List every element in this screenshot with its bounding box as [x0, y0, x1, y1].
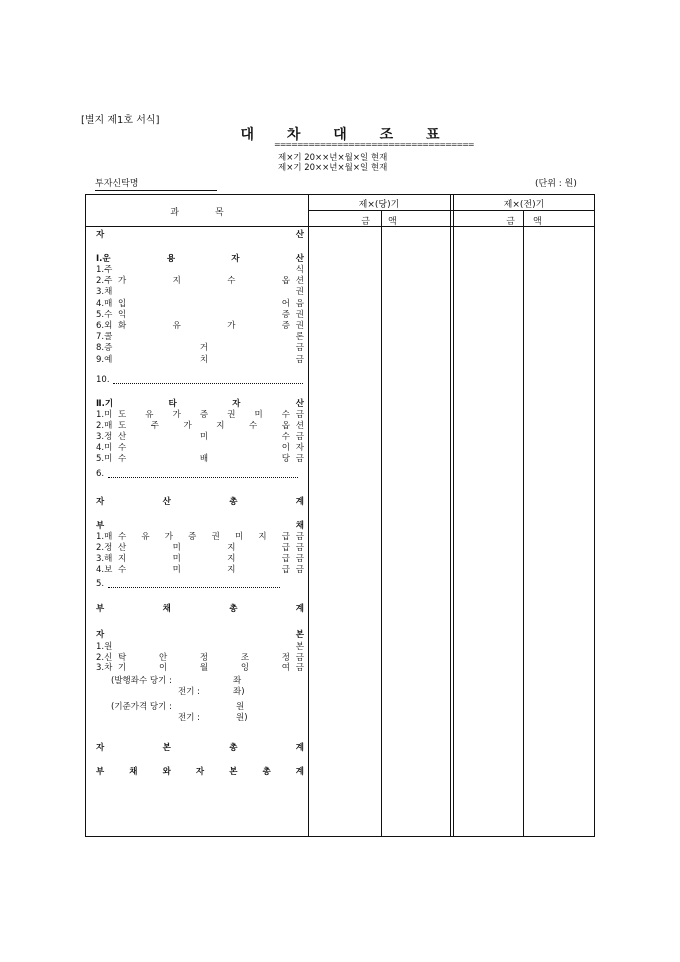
- other-asset-row-5-char-0: 수: [118, 454, 127, 464]
- liability-row-2-number: 2.정: [96, 543, 113, 553]
- liabilities-and-equity-total-part-6: 계: [295, 767, 304, 777]
- current-asset-row-10: [96, 376, 304, 385]
- other-asset-row-1-char-5: 미: [254, 410, 263, 420]
- other-asset-row-6-number: 6.: [96, 469, 105, 479]
- current-asset-row-4-number: 4.매: [96, 298, 113, 309]
- other-assets-heading-part-1: 타: [168, 399, 177, 409]
- liabilities-total: [96, 605, 304, 614]
- equity-row-1-suffix: 본: [295, 642, 304, 652]
- header-mid-rule: [308, 210, 594, 211]
- current-assets-heading-part-2: 자: [231, 254, 240, 264]
- other-asset-row-6-dotted-line: [108, 477, 298, 478]
- other-asset-row-2-char-4: 수: [249, 421, 258, 431]
- equity-total-part-2: 총: [229, 743, 238, 753]
- equity-row-2-suffix: 금: [295, 652, 304, 663]
- assets-heading-part-1: 산: [295, 230, 304, 240]
- liabilities-total-part-3: 계: [295, 604, 304, 614]
- other-asset-row-2-char-5: 옵: [281, 421, 290, 431]
- current-asset-row-6-suffix: 권: [295, 321, 304, 331]
- liability-row-4-suffix: 금: [295, 565, 304, 575]
- liabilities-total-part-2: 총: [229, 604, 238, 614]
- other-assets-heading-part-3: 산: [295, 399, 304, 409]
- col-divider-item: [308, 195, 309, 836]
- col-divider-double-b: [453, 195, 454, 836]
- current-asset-row-5-char-0: 익: [118, 309, 127, 320]
- liabilities-total-part-0: 부: [96, 604, 105, 614]
- equity-total-part-1: 본: [162, 743, 171, 753]
- current-asset-row-6-char-2: 가: [227, 321, 236, 331]
- base-price-current-unit: 원: [236, 702, 245, 712]
- other-asset-row-4-number: 4.미: [96, 443, 113, 453]
- balance-sheet-table: [85, 194, 595, 837]
- liability-row-3-suffix: 금: [295, 554, 304, 564]
- liabilities-heading-part-0: 부: [96, 521, 105, 531]
- current-asset-row-5-char-1: 증: [281, 309, 290, 320]
- current-asset-row-6-char-3: 증: [281, 321, 290, 331]
- current-asset-row-4-char-0: 입: [118, 298, 127, 309]
- other-asset-row-1-char-4: 권: [227, 410, 236, 420]
- period-line-previous: 제×기 20××년×월×일 현재: [278, 163, 388, 173]
- title-double-rule: ===================================: [274, 140, 474, 149]
- equity-total: [96, 744, 304, 753]
- other-asset-row-5-char-2: 당: [281, 454, 290, 464]
- liabilities-and-equity-total-part-3: 자: [195, 767, 205, 777]
- current-asset-row-5-suffix: 권: [295, 309, 304, 320]
- issued-units-previous-unit: 좌): [233, 687, 245, 697]
- current-asset-row-2-char-2: 수: [227, 276, 236, 287]
- col-divider-double-a: [450, 195, 451, 836]
- other-asset-row-5-char-1: 배: [199, 454, 209, 464]
- header-previous-period: 제×(전)기: [503, 200, 545, 210]
- other-asset-row-3-label: [118, 433, 290, 442]
- other-asset-row-2-number: 2.매: [96, 421, 113, 431]
- liability-row-4-label: [118, 566, 290, 575]
- equity-row-3-char-4: 여: [281, 663, 290, 673]
- other-asset-row-2-char-1: 주: [150, 421, 159, 431]
- liability-row-4-number: 4.보: [96, 565, 113, 575]
- other-asset-row-5-label: [118, 455, 290, 464]
- current-assets-heading: [96, 255, 304, 264]
- assets-total: [96, 498, 304, 507]
- current-asset-row-9-label: [118, 356, 290, 365]
- other-asset-row-4-char-1: 이: [281, 443, 290, 453]
- liabilities-total-part-1: 채: [162, 604, 171, 614]
- current-asset-row-9-number: 9.예: [96, 354, 113, 365]
- other-asset-row-3-char-2: 수: [281, 432, 290, 442]
- liability-row-1-suffix: 금: [295, 532, 304, 542]
- current-assets-heading-part-1: 용: [166, 254, 176, 264]
- other-asset-row-2-char-3: 지: [216, 421, 225, 431]
- current-asset-row-6-label: [118, 322, 290, 331]
- assets-total-part-0: 자: [96, 497, 105, 507]
- other-asset-row-1-char-1: 유: [145, 410, 154, 420]
- equity-total-part-0: 자: [96, 743, 105, 753]
- liability-row-3-char-0: 지: [118, 554, 127, 564]
- current-assets-heading-part-0: Ⅰ.운: [96, 254, 111, 264]
- assets-heading: [96, 231, 304, 240]
- header-amount-previous: 금 액: [506, 217, 542, 227]
- liability-row-5: [96, 580, 304, 589]
- liability-row-3-char-2: 지: [227, 554, 236, 564]
- period-line-current: 제×기 20××년×월×일 현재: [278, 153, 388, 163]
- current-asset-row-8-char-0: 거: [199, 343, 209, 354]
- liabilities-and-equity-total: [96, 768, 304, 777]
- assets-total-part-3: 계: [295, 497, 304, 507]
- other-asset-row-5-number: 5.미: [96, 454, 113, 464]
- equity-row-2-char-0: 탁: [118, 652, 127, 663]
- liabilities-and-equity-total-part-5: 총: [262, 767, 271, 777]
- liability-row-1-char-0: 수: [118, 532, 127, 542]
- equity-row-3-char-2: 월: [199, 663, 209, 673]
- equity-total-part-3: 계: [295, 743, 304, 753]
- current-asset-row-1-suffix: 식: [295, 265, 304, 275]
- current-asset-row-4-char-1: 어: [281, 298, 290, 309]
- current-asset-row-2-char-1: 지: [172, 276, 181, 287]
- other-asset-row-2-char-0: 도: [118, 421, 127, 431]
- issued-units-current-unit: 좌: [233, 676, 242, 686]
- current-asset-row-2-char-0: 가: [118, 276, 127, 287]
- equity-row-3-char-3: 잉: [240, 663, 250, 673]
- liability-row-5-dotted-line: [108, 587, 280, 588]
- current-asset-row-2-suffix: 션: [295, 276, 304, 287]
- current-asset-row-6-char-0: 화: [118, 321, 127, 331]
- liability-row-1-char-1: 유: [141, 532, 150, 542]
- form-label: [별지 제1호 서식]: [81, 115, 160, 126]
- current-asset-row-3-number: 3.채: [96, 287, 113, 298]
- liability-row-1-char-3: 증: [188, 532, 197, 542]
- assets-total-part-1: 산: [162, 497, 171, 507]
- assets-heading-part-0: 자: [96, 230, 105, 240]
- current-assets-heading-part-3: 산: [295, 254, 304, 264]
- equity-row-2-char-1: 안: [158, 652, 168, 663]
- current-asset-row-9-char-0: 치: [199, 354, 209, 365]
- other-asset-row-1-char-6: 수: [281, 410, 290, 420]
- equity-row-3-label: [118, 664, 290, 673]
- other-asset-row-3-number: 3.정: [96, 432, 113, 442]
- current-asset-row-8-suffix: 금: [295, 343, 304, 354]
- liabilities-and-equity-total-part-1: 채: [129, 767, 138, 777]
- liability-row-1-number: 1.매: [96, 532, 113, 542]
- liability-row-1-char-7: 급: [281, 532, 290, 542]
- current-asset-row-10-dotted-line: [113, 383, 303, 384]
- other-asset-row-2-suffix: 션: [295, 421, 304, 431]
- current-asset-row-4-label: [118, 300, 290, 309]
- liability-row-2-char-2: 지: [227, 543, 236, 553]
- equity-row-3-char-1: 이: [158, 663, 168, 673]
- liabilities-and-equity-total-part-4: 본: [229, 767, 238, 777]
- col-divider-current: [381, 211, 382, 836]
- equity-row-1-number: 1.원: [96, 642, 113, 652]
- other-asset-row-1-suffix: 금: [295, 410, 304, 420]
- other-asset-row-5-suffix: 금: [295, 454, 304, 464]
- other-asset-row-4-label: [118, 444, 290, 453]
- unit-label: (단위 : 원): [535, 179, 577, 189]
- liability-row-4-char-3: 급: [281, 565, 290, 575]
- liability-row-4-char-2: 지: [227, 565, 236, 575]
- liabilities-and-equity-total-part-0: 부: [96, 767, 105, 777]
- current-asset-row-2-number: 2.주: [96, 276, 113, 287]
- other-asset-row-2-label: [118, 422, 290, 431]
- other-asset-row-6: [96, 470, 304, 479]
- liabilities-heading: [96, 522, 304, 531]
- equity-heading-part-1: 본: [295, 630, 304, 640]
- current-asset-row-7-number: 7.콜: [96, 332, 113, 343]
- liability-row-5-number: 5.: [96, 579, 105, 589]
- equity-row-2-char-4: 정: [281, 652, 290, 663]
- issued-units-previous: 전기 :: [178, 687, 200, 697]
- other-assets-heading: [96, 400, 304, 409]
- liability-row-2-char-0: 산: [118, 543, 127, 553]
- other-asset-row-2-char-2: 가: [183, 421, 192, 431]
- document-title: 대 차 대 조 표: [240, 127, 454, 143]
- other-asset-row-1-number: 1.미: [96, 410, 113, 420]
- equity-row-3-suffix: 금: [295, 663, 304, 673]
- liability-row-2-char-3: 급: [281, 543, 290, 553]
- current-asset-row-8-number: 8.증: [96, 343, 113, 354]
- current-asset-row-2-char-3: 옵: [281, 276, 290, 287]
- liability-row-1-char-4: 권: [211, 532, 220, 542]
- current-asset-row-6-char-1: 유: [172, 321, 181, 331]
- equity-row-2-label: [118, 654, 290, 663]
- current-asset-row-5-number: 5.수: [96, 309, 113, 320]
- equity-heading: [96, 631, 304, 640]
- current-asset-row-1-number: 1.주: [96, 265, 113, 275]
- other-asset-row-3-suffix: 금: [295, 432, 304, 442]
- liability-row-3-char-1: 미: [172, 554, 181, 564]
- current-asset-row-3-suffix: 권: [295, 287, 304, 298]
- base-price-previous-unit: 원): [236, 713, 248, 723]
- equity-row-2-char-3: 조: [240, 652, 250, 663]
- current-asset-row-7-suffix: 론: [295, 332, 304, 343]
- other-assets-heading-part-0: Ⅱ.기: [96, 399, 114, 409]
- other-asset-row-1-char-3: 증: [199, 410, 209, 420]
- other-asset-row-1-label: [118, 411, 290, 420]
- other-asset-row-1-char-2: 가: [172, 410, 181, 420]
- issued-units-current: (발행좌수 당기 :: [111, 676, 172, 686]
- current-asset-row-8-label: [118, 344, 290, 353]
- base-price-previous: 전기 :: [178, 713, 200, 723]
- liability-row-1-label: [118, 533, 290, 542]
- header-item: 과 목: [170, 208, 224, 218]
- liability-row-4-char-1: 미: [172, 565, 181, 575]
- liability-row-2-label: [118, 544, 290, 553]
- liability-row-1-char-2: 가: [164, 532, 173, 542]
- trust-name-field: 투자신탁명: [95, 176, 217, 191]
- liabilities-heading-part-1: 채: [295, 521, 304, 531]
- other-asset-row-4-suffix: 자: [295, 443, 304, 453]
- other-asset-row-4-char-0: 수: [118, 443, 127, 453]
- current-asset-row-10-number: 10.: [96, 375, 110, 385]
- current-asset-row-4-suffix: 음: [295, 298, 304, 309]
- liabilities-and-equity-total-part-2: 와: [162, 767, 171, 777]
- equity-heading-part-0: 자: [96, 630, 105, 640]
- current-asset-row-5-label: [118, 311, 290, 320]
- base-price-current: (기준가격 당기 :: [111, 702, 172, 712]
- liability-row-3-number: 3.해: [96, 554, 113, 564]
- current-asset-row-6-number: 6.외: [96, 321, 113, 331]
- current-asset-row-2-label: [118, 277, 290, 286]
- current-asset-row-9-suffix: 금: [295, 354, 304, 365]
- equity-row-3-number: 3.차: [96, 663, 113, 673]
- liability-row-4-char-0: 수: [118, 565, 127, 575]
- other-assets-heading-part-2: 자: [232, 399, 241, 409]
- other-asset-row-3-char-0: 산: [118, 432, 127, 442]
- liability-row-2-char-1: 미: [172, 543, 181, 553]
- header-amount-current: 금 액: [361, 217, 397, 227]
- liability-row-3-char-3: 급: [281, 554, 290, 564]
- assets-total-part-2: 총: [229, 497, 238, 507]
- other-asset-row-1-char-0: 도: [118, 410, 127, 420]
- equity-row-3-char-0: 기: [118, 663, 127, 673]
- equity-row-2-number: 2.신: [96, 652, 113, 663]
- other-asset-row-3-char-1: 미: [199, 432, 209, 442]
- liability-row-1-char-5: 미: [234, 532, 244, 542]
- liability-row-1-char-6: 지: [258, 532, 267, 542]
- liability-row-2-suffix: 금: [295, 543, 304, 553]
- col-divider-previous: [523, 211, 524, 836]
- equity-row-2-char-2: 정: [199, 652, 209, 663]
- header-current-period: 제×(당)기: [358, 200, 400, 210]
- liability-row-3-label: [118, 555, 290, 564]
